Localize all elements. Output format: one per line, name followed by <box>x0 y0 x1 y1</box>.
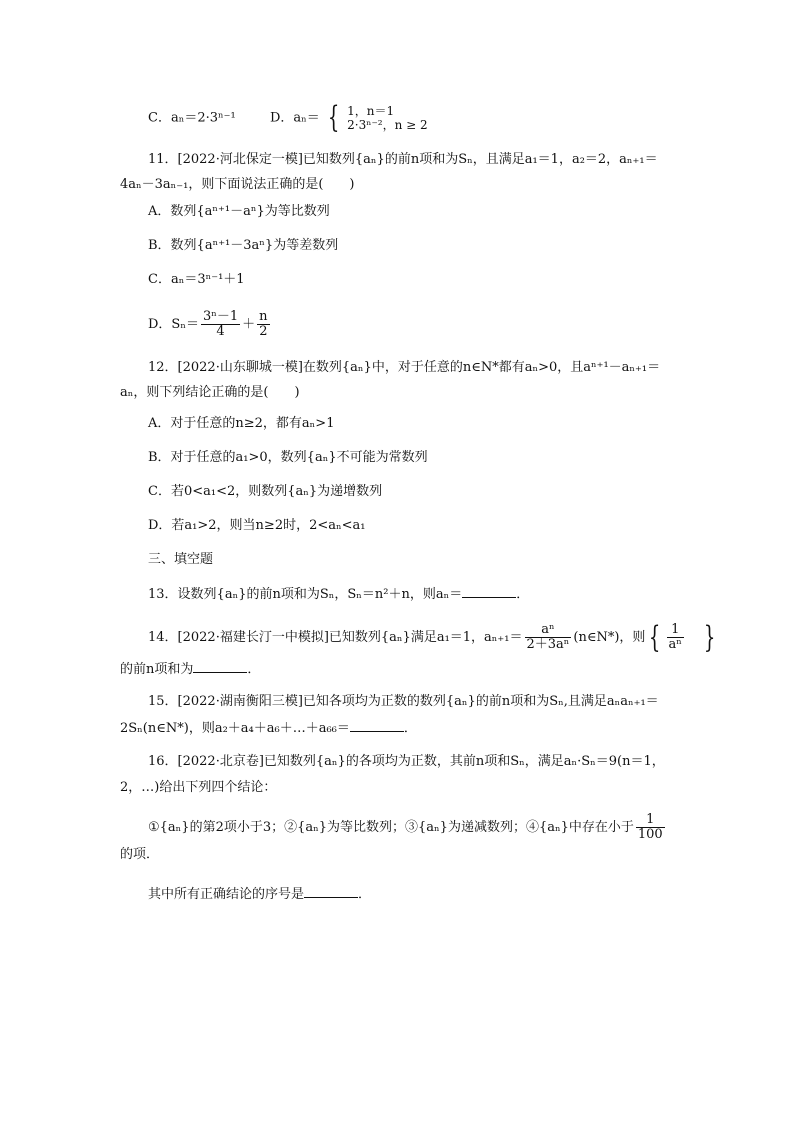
q16-fraction <box>636 813 665 842</box>
q15-stem-line2: 2Sₙ(n∈N*)，则a₂＋a₄＋a₆＋…＋a₆₆＝ <box>120 721 350 736</box>
q11-frac2-den: 2 <box>259 324 268 339</box>
q12-option-c: C．若0<a₁<2，则数列{aₙ}为递增数列 <box>148 484 383 499</box>
answer-blank[interactable] <box>304 885 358 898</box>
q16-end: ． <box>358 887 372 902</box>
q10-option-c: C．aₙ＝2·3ⁿ⁻¹ <box>148 110 236 126</box>
q13-row <box>148 585 529 604</box>
q14-frac-num: aⁿ <box>525 623 572 638</box>
q11-fraction-1 <box>201 310 240 339</box>
q11-stem-line1: 11．[2022·河北保定一模]已知数列{aₙ}的前n项和为Sₙ，且满足a₁＝1，a₂＝2，aₙ₊₁＝ <box>148 152 658 167</box>
q11-frac1-num: 3ⁿ－1 <box>202 309 239 324</box>
q11-plus: ＋ <box>242 317 256 332</box>
q10-case-2: 2·3ⁿ⁻²，n ≥ 2 <box>347 118 428 132</box>
q12-stem-line1: 12．[2022·山东聊城一模]在数列{aₙ}中，对于任意的n∈N*都有aₙ>0，且aⁿ⁺¹－aₙ₊₁＝ <box>148 360 661 375</box>
q12-option-b: B．对于任意的a₁>0，数列{aₙ}不可能为常数列 <box>148 450 428 465</box>
q16-conclusions-row <box>148 808 667 848</box>
left-brace-icon: { <box>327 100 340 135</box>
answer-blank[interactable] <box>350 719 404 732</box>
q15-stem-line1: 15．[2022·湖南衡阳三模]已知各项均为正数的数列{aₙ}的前n项和为Sₙ,且满足aₙaₙ₊₁＝ <box>148 694 659 709</box>
q14-seq-open: { <box>649 619 661 655</box>
q14-seq-close: } <box>703 619 716 655</box>
q14-line2 <box>120 660 260 679</box>
q16-final-row <box>148 885 371 904</box>
q14-text-before: 14．[2022·福建长汀一中模拟]已知数列{aₙ}满足a₁＝1，aₙ₊₁＝ <box>148 630 523 645</box>
q10-option-d-cases <box>347 104 427 132</box>
q11-stem-line2: 4aₙ－3aₙ₋₁，则下面说法正确的是( ) <box>120 177 355 192</box>
answer-blank[interactable] <box>462 585 516 598</box>
q16-conclusions: ①{aₙ}的第2项小于3；②{aₙ}为等比数列；③{aₙ}为递减数列；④{aₙ}中存在小于 <box>148 820 634 835</box>
q11-option-d-prefix: D．Sₙ＝ <box>148 317 199 332</box>
q16-stem-line2: 2，…)给出下列四个结论： <box>120 780 277 795</box>
q11-option-c: C．aₙ＝3ⁿ⁻¹＋1 <box>148 272 245 287</box>
q11-frac1-den: 4 <box>216 324 225 339</box>
q10-option-c-row <box>148 100 428 135</box>
q16-frac-num: 1 <box>636 813 665 828</box>
q15-stem-line2-row <box>120 719 417 738</box>
q16-final: 其中所有正确结论的序号是 <box>148 887 305 902</box>
q14-fraction <box>525 623 572 652</box>
q10-case-1: 1，n＝1 <box>347 104 395 118</box>
q11-option-d <box>148 305 272 345</box>
q11-fraction-2 <box>257 310 269 339</box>
q11-option-b: B．数列{aⁿ⁺¹－3aⁿ}为等差数列 <box>148 238 339 253</box>
q13-text: 13．设数列{aₙ}的前n项和为Sₙ，Sₙ＝n²＋n，则aₙ＝ <box>148 587 463 602</box>
q13-end: ． <box>516 587 530 602</box>
q14-seq-frac-num: 1 <box>667 623 684 638</box>
q14-seq-frac-den: aⁿ <box>668 637 682 652</box>
q12-option-a: A．对于任意的n≥2，都有aₙ>1 <box>148 416 335 431</box>
q12-option-d: D．若a₁>2，则当n≥2时，2<aₙ<a₁ <box>148 518 366 533</box>
q14-seq-fraction <box>667 623 684 652</box>
q14-text-after: (n∈N*)，则 <box>573 630 646 645</box>
q16-stem-line1: 16．[2022·北京卷]已知数列{aₙ}的各项均为正数，其前n项和Sₙ，满足aₙ·Sₙ＝9(n＝1， <box>148 754 665 769</box>
q14-line2-text: 的前n项和为 <box>120 662 194 677</box>
q16-line-end: 的项． <box>120 847 160 862</box>
q10-option-d-prefix: D．aₙ＝ <box>269 110 320 126</box>
section-heading: 三、填空题 <box>148 552 214 567</box>
q14-end: ． <box>247 662 261 677</box>
q16-frac-den: 100 <box>637 827 663 842</box>
q11-option-a: A．数列{aⁿ⁺¹－aⁿ}为等比数列 <box>148 204 330 219</box>
q11-frac2-num: n <box>259 309 268 324</box>
answer-blank[interactable] <box>193 660 247 673</box>
q12-stem-line2: aₙ，则下列结论正确的是( ) <box>120 385 300 400</box>
q15-end: ． <box>403 721 417 736</box>
q14-frac-den: 2＋3aⁿ <box>526 637 570 652</box>
q14-row <box>148 618 719 658</box>
